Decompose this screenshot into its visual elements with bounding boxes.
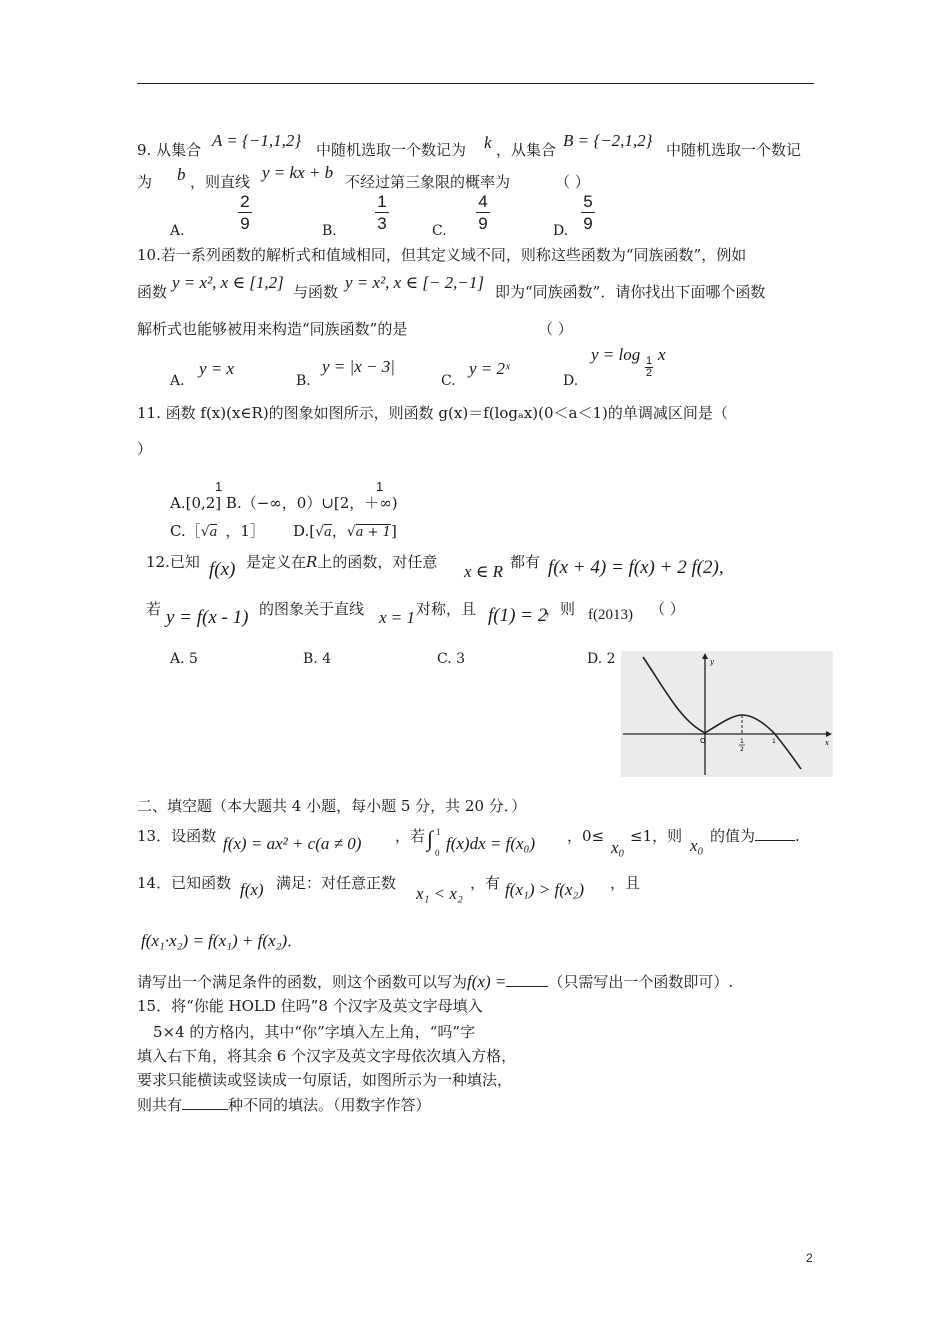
sqrt-icon: √	[346, 524, 356, 540]
q12-opt-d: D. 2	[587, 651, 616, 667]
q12-line2d: ，则	[545, 600, 576, 618]
q15-line3: 填入右下角，将其余 6 个汉字及英文字母依次填入方格，	[137, 1047, 517, 1065]
q9-opt-d-frac: 5 9	[581, 192, 595, 233]
q12-x-eq-1: x = 1	[379, 608, 416, 627]
q14-answer-blank[interactable]	[506, 986, 548, 987]
q9-opt-b-frac: 1 3	[375, 192, 389, 233]
q10-line2a: 函数	[137, 283, 168, 301]
q9-line1b: 中随机选取一个数记为	[316, 141, 467, 159]
q10-opt-b-label: B.	[296, 373, 311, 389]
q11-sup-2: 1	[376, 479, 384, 494]
q10-line2b: 与函数	[293, 283, 339, 301]
q12-x-in-r: x ∈ R	[464, 562, 504, 581]
q12-opt-b: B. 4	[303, 651, 332, 667]
q11-opt-ab: A.[0,2] B.（−∞，0）∪[2，＋∞)	[170, 494, 398, 512]
q9-line2a: 为	[137, 173, 153, 191]
q10-opt-d-expr: y = log	[591, 345, 641, 364]
q9-line1c: ，从集合	[496, 141, 557, 159]
q9-set-b: B = {−2,1,2}	[563, 131, 653, 150]
q12-f1: f(1) = 2	[488, 605, 548, 626]
q13-int-upper: 1	[436, 827, 441, 837]
q9-opt-a-label: A.	[170, 223, 185, 239]
y-axis-label: y	[710, 658, 714, 666]
q12-opt-a: A. 5	[170, 651, 198, 667]
q10-opt-c-label: C.	[441, 373, 456, 389]
q13-fdef: f(x) = ax² + c(a ≠ 0)	[223, 834, 362, 853]
q10-line2c: 即为“同族函数”．请你找出下面哪个函数	[495, 283, 766, 301]
q10-opt-a-expr: y = x	[199, 359, 235, 378]
q15-answer-blank[interactable]	[182, 1109, 228, 1110]
q9-set-a: A = {−1,1,2}	[212, 131, 302, 150]
q10-opt-c-expr: y = 2ˣ	[469, 359, 510, 378]
q13-answer-blank[interactable]	[755, 840, 795, 841]
header-rule	[137, 83, 814, 84]
q12-line2c: 对称，且	[416, 600, 477, 618]
q13-line1d: ≤1，则	[630, 827, 683, 845]
y-axis-arrow-icon	[702, 653, 708, 659]
q11-sup-1: 1	[215, 479, 223, 494]
q11-opt-c: C.［√a ，1］	[170, 522, 265, 540]
q15-line4: 要求只能横读或竖读成一句原话，如图所示为一种填法，	[137, 1071, 513, 1089]
q14-ineq2: f(x₁) > f(x₂)	[505, 880, 584, 899]
q14-fx: f(x)	[240, 880, 264, 899]
q15-line1: 15．将“你能 HOLD 住吗”8 个汉字及英文字母填入	[137, 997, 483, 1015]
q13-integral-expr: f(x)dx = f(x₀)	[446, 834, 536, 853]
q9-b: b	[177, 165, 186, 184]
q10-paren: （ ）	[538, 320, 573, 338]
q14-ineq1: x₁ < x₂	[416, 884, 463, 903]
sqrt-icon: √	[200, 524, 210, 540]
q14-equation: f(x₁·x₂) = f(x₁) + f(x₂)．	[141, 931, 303, 950]
q14-line1c: ，有	[470, 874, 501, 892]
q12-line1a: 12.已知	[146, 553, 200, 571]
q15-line2: 5×4 的方格内，其中“你”字填入左上角，“吗”字	[153, 1023, 476, 1041]
q13-line1c: ，0≤	[567, 827, 605, 845]
q13-x0b: x₀	[690, 836, 704, 855]
q12-opt-c: C. 3	[437, 651, 466, 667]
section-2-heading: 二、填空题（本大题共 4 小题，每小题 5 分，共 20 分．）	[137, 797, 527, 815]
tick-half-num: 1	[740, 738, 744, 745]
q12-equation: f(x + 4) = f(x) + 2 f(2),	[548, 557, 724, 578]
q12-line1b: 是定义在R上的函数，对任意	[246, 553, 438, 571]
integral-icon: ∫	[427, 826, 434, 851]
q13-int-lower: 0	[435, 848, 440, 858]
q9-line-eq: y = kx + b	[262, 163, 334, 182]
q9-opt-c-label: C.	[432, 223, 447, 239]
q9-k: k	[484, 133, 492, 152]
function-graph-figure	[621, 651, 833, 777]
q14-line1b: 满足：对任意正数	[276, 874, 397, 892]
q10-opt-b-expr: y = |x − 3|	[322, 357, 395, 376]
q10-opt-d-base: 1 2	[645, 355, 653, 379]
q11-opt-d: D.[√a，√a + 1]	[293, 522, 397, 540]
q9-line2c: 不经过第三象限的概率为	[345, 173, 511, 191]
sqrt-icon: √	[315, 524, 325, 540]
q12-fx: f(x)	[209, 559, 236, 580]
q9-opt-b-label: B.	[322, 223, 337, 239]
q12-paren: （ ）	[650, 600, 685, 618]
q9-line1: 9. 从集合	[137, 141, 202, 159]
q9-line1d: 中随机选取一个数记	[666, 141, 802, 159]
q13-line1a: 13．设函数	[137, 827, 217, 845]
q10-opt-d-label: D.	[563, 373, 579, 389]
q10-line1: 10.若一系列函数的解析式和值域相同，但其定义域不同，则称这些函数为“同族函数”，例如	[137, 246, 747, 264]
q10-opt-a-label: A.	[170, 373, 185, 389]
q12-line1d: 都有	[510, 553, 541, 571]
q12-f2013: f(2013)	[588, 607, 633, 623]
q10-line3: 解析式也能够被用来构造“同族函数”的是	[137, 320, 408, 338]
q14-line1a: 14．已知函数	[137, 874, 232, 892]
q10-opt-d-arg: x	[658, 345, 666, 364]
q11-line1: 11. 函数 f(x)(x∈R)的图象如图所示，则函数 g(x)＝f(logₐx)(0＜a＜1)的单调减区间是（	[137, 404, 728, 422]
q15-line5: 则共有 种不同的填法。（用数字作答）	[137, 1096, 431, 1114]
page-number: 2	[806, 1251, 813, 1265]
q12-yfx: y = f(x - 1)	[166, 607, 249, 628]
q9-paren: （ ）	[555, 173, 590, 191]
q14-line3: 请写出一个满足条件的函数，则这个函数可以写为f(x) = （只需写出一个函数即可）.	[137, 972, 734, 991]
q13-line1b: ，若	[395, 827, 426, 845]
q9-opt-c-frac: 4 9	[476, 192, 490, 233]
x-axis-label: x	[825, 739, 829, 747]
q10-func2: y = x², x ∈ [− 2,−1]	[345, 273, 484, 292]
tick-one-label: 1	[772, 738, 776, 745]
x-axis-arrow-icon	[826, 731, 832, 737]
q12-line2a: 若	[146, 600, 162, 618]
q9-opt-a-frac: 2 9	[238, 192, 252, 233]
q9-line2b: ，则直线	[190, 173, 251, 191]
q13-x0: x₀	[611, 838, 625, 857]
q14-line1d: ，且	[610, 874, 641, 892]
function-graph-svg	[621, 651, 833, 777]
q10-func1: y = x², x ∈ [1,2]	[172, 273, 284, 292]
origin-label: O	[700, 737, 706, 745]
q9-opt-d-label: D.	[553, 223, 569, 239]
q11-line2: ）	[137, 440, 153, 458]
q13-line1e: 的值为 .	[710, 827, 800, 845]
tick-half-den: 2	[740, 746, 744, 753]
function-curve	[643, 657, 801, 769]
q12-line2b: 的图象关于直线	[259, 600, 365, 618]
